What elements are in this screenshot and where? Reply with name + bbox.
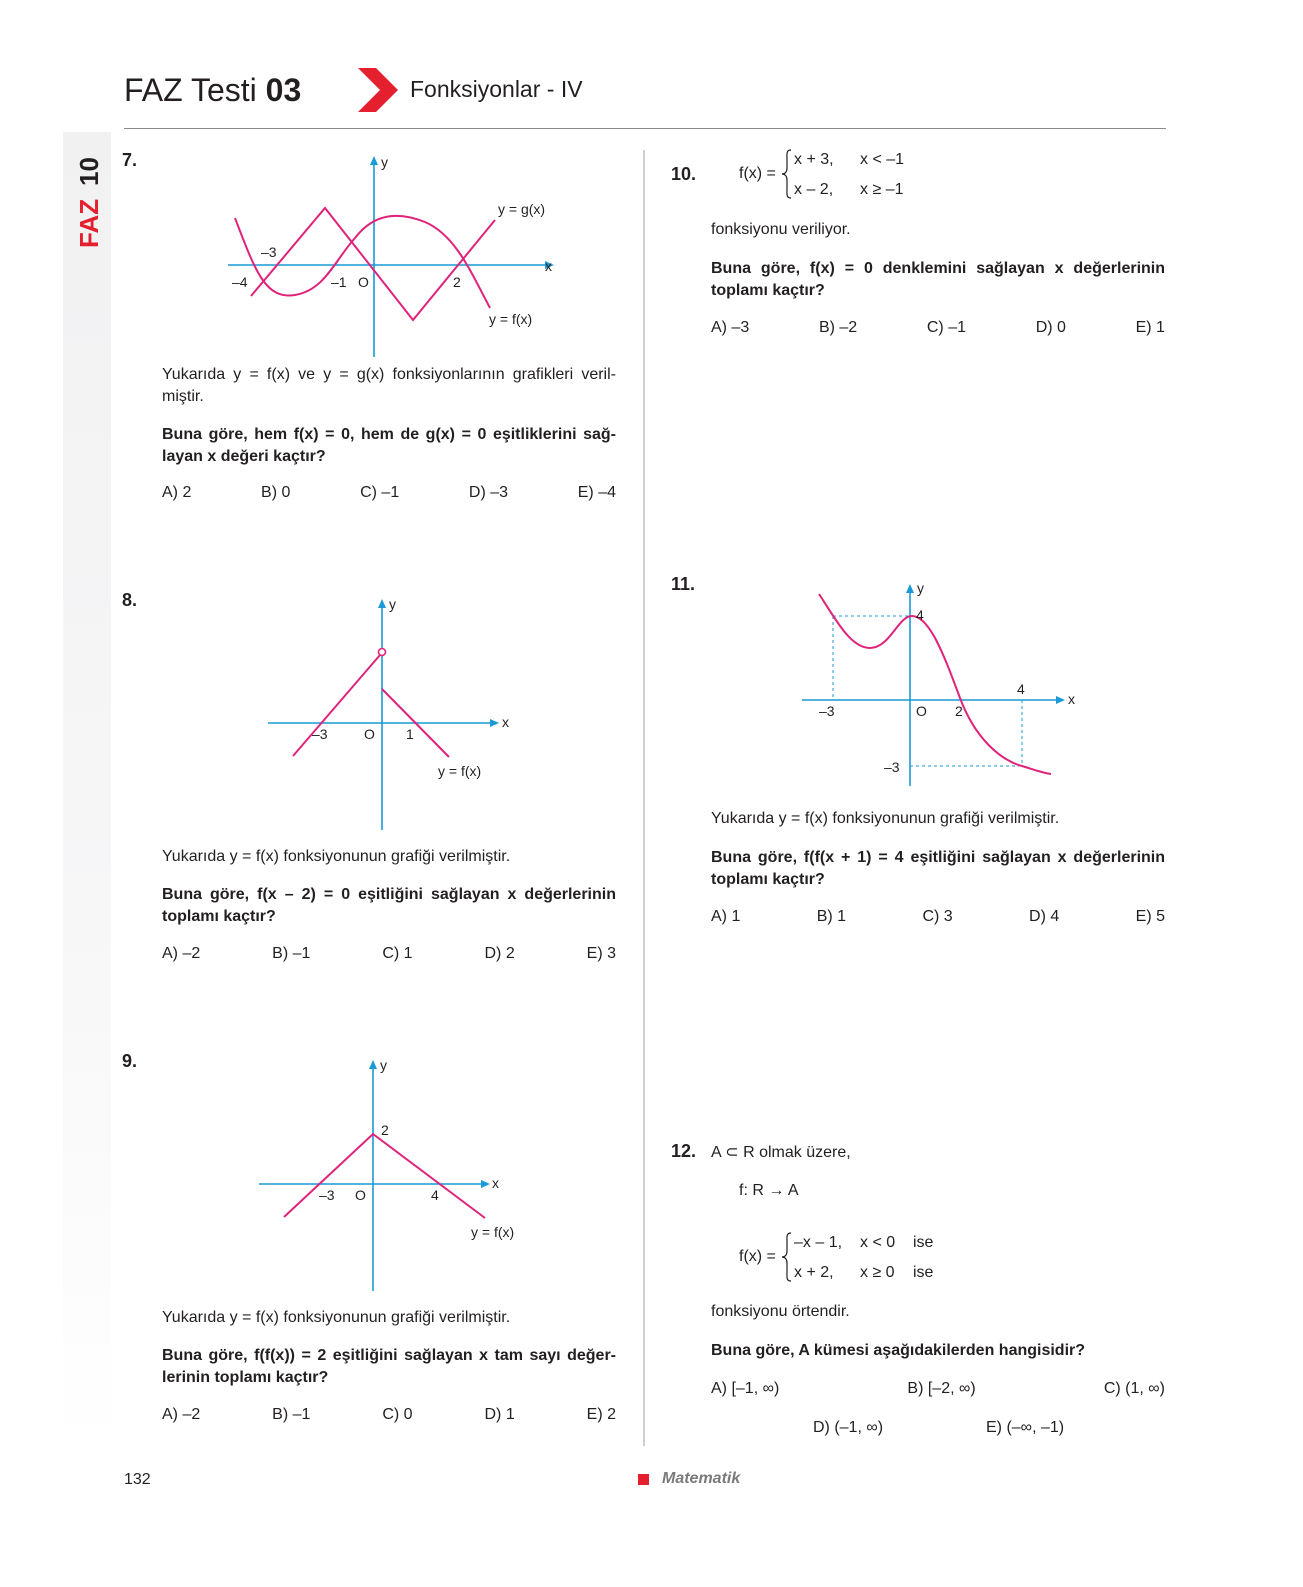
case-condition: x < –1	[860, 151, 905, 168]
origin-label: O	[916, 703, 927, 719]
question-text: Yukarıda y = f(x) fonksiyonunun grafiği verilmiştir.	[162, 1309, 511, 1326]
x-axis-label: x	[502, 714, 509, 730]
faz-logo-text: FAZ	[74, 198, 104, 248]
option-d[interactable]: D) 1	[484, 1406, 515, 1423]
title-prefix: FAZ Testi	[124, 72, 257, 108]
option-d[interactable]: D) 2	[484, 945, 515, 962]
f-curve	[235, 216, 490, 308]
faz-brand-mark	[70, 148, 104, 258]
tick-label: –3	[261, 244, 277, 260]
f-curve-label: y = f(x)	[489, 311, 533, 327]
question-text: fonksiyonu örtendir.	[711, 1303, 850, 1320]
case-expression: x + 3,	[794, 151, 834, 168]
section-subtitle: Fonksiyonlar - IV	[410, 76, 583, 102]
option-b[interactable]: B) –1	[272, 945, 311, 962]
y-axis-arrow-icon	[378, 599, 386, 608]
tick-label: 4	[431, 1187, 439, 1203]
x-axis-arrow-icon	[1056, 696, 1065, 704]
left-brace-icon	[781, 148, 793, 200]
tick-label: 2	[955, 703, 963, 719]
option-e[interactable]: E) 1	[1135, 319, 1165, 336]
tick-label: 2	[453, 274, 461, 290]
question-text: Yukarıda y = f(x) ve y = g(x) fonksiyonlarının grafikleri veril-miştir.	[162, 366, 616, 405]
question-prompt: Buna göre, f(f(x + 1) = 4 eşitliğini sağlayan x değerlerinin toplamı kaçtır?	[711, 849, 1165, 888]
option-b[interactable]: B) [–2, ∞)	[907, 1380, 976, 1397]
test-title	[124, 72, 301, 109]
question-text: Yukarıda y = f(x) fonksiyonunun grafiği verilmiştir.	[711, 810, 1060, 827]
open-point	[379, 649, 386, 656]
function-name: f(x) =	[739, 165, 776, 182]
option-c[interactable]: C) 3	[922, 908, 953, 925]
q9-graph	[255, 1053, 525, 1295]
option-a[interactable]: A) –3	[711, 319, 750, 336]
question-number: 10.	[671, 164, 697, 184]
page-number: 132	[124, 1471, 151, 1488]
answer-options	[162, 484, 616, 502]
y-axis-label: y	[381, 154, 388, 170]
option-d[interactable]: D) (–1, ∞)	[813, 1419, 884, 1436]
option-e[interactable]: E) –4	[577, 484, 616, 501]
question-prompt: Buna göre, f(x – 2) = 0 eşitliğini sağlayan x değerlerinin toplamı kaçtır?	[162, 886, 616, 925]
q11-graph	[800, 578, 1085, 790]
option-a[interactable]: A) [–1, ∞)	[711, 1380, 780, 1397]
tick-label: 4	[1017, 681, 1025, 697]
tick-label: 4	[916, 607, 924, 623]
option-e[interactable]: E) 2	[586, 1406, 616, 1423]
x-axis-label: x	[1068, 691, 1075, 707]
option-b[interactable]: B) 1	[816, 908, 847, 925]
option-c[interactable]: C) 0	[382, 1406, 413, 1423]
case-ise: ise	[913, 1234, 934, 1251]
y-axis-label: y	[380, 1057, 387, 1073]
answer-options-row1	[711, 1380, 1165, 1398]
tick-label: –4	[232, 274, 248, 290]
option-a[interactable]: A) –2	[162, 945, 201, 962]
left-brace-icon	[781, 1231, 793, 1283]
option-e[interactable]: E) 3	[586, 945, 616, 962]
g-curve-label: y = g(x)	[498, 201, 546, 217]
subject-label: Matematik	[662, 1470, 741, 1487]
case-condition: x < 0	[860, 1234, 896, 1251]
option-d[interactable]: D) –3	[468, 484, 509, 501]
subject-marker-icon	[638, 1474, 649, 1485]
question-prompt: Buna göre, f(f(x)) = 2 eşitliğini sağlayan x tam sayı değer-lerinin toplamı kaçtır?	[162, 1347, 616, 1386]
origin-label: O	[364, 726, 375, 742]
tick-label: –3	[319, 1187, 335, 1203]
case-condition: x ≥ –1	[860, 181, 904, 198]
case-expression: x + 2,	[794, 1264, 834, 1281]
y-axis-arrow-icon	[369, 1060, 377, 1069]
f-curve-label: y = f(x)	[471, 1224, 515, 1240]
option-b[interactable]: B) 0	[261, 484, 291, 501]
case-ise: ise	[913, 1264, 934, 1281]
answer-options	[711, 319, 1165, 337]
faz-number: 10	[74, 157, 104, 186]
option-e[interactable]: E) 5	[1135, 908, 1165, 925]
title-number: 03	[265, 72, 302, 108]
answer-options	[711, 908, 1165, 926]
function-name: f(x) =	[739, 1248, 776, 1265]
option-c[interactable]: C) –1	[360, 484, 400, 501]
case-expression: x – 2,	[794, 181, 834, 198]
origin-label: O	[355, 1187, 366, 1203]
tick-label: 2	[381, 1122, 389, 1138]
question-prompt: Buna göre, hem f(x) = 0, hem de g(x) = 0 eşitliklerini sağ-layan x değeri kaçtır?	[162, 426, 616, 465]
f-curve	[284, 1134, 485, 1218]
option-d[interactable]: D) 4	[1029, 908, 1060, 925]
y-axis-label: y	[917, 580, 924, 596]
question-number: 9.	[122, 1051, 138, 1071]
case-expression: –x – 1,	[794, 1234, 843, 1251]
g-curve	[251, 208, 495, 320]
question-text: fonksiyonu veriliyor.	[711, 221, 851, 238]
tick-label: –3	[884, 759, 900, 775]
option-e[interactable]: E) (–∞, –1)	[986, 1419, 1065, 1436]
q7-graph	[215, 150, 560, 360]
option-c[interactable]: C) –1	[926, 319, 966, 336]
question-number: 8.	[122, 590, 138, 610]
option-a[interactable]: A) 2	[162, 484, 192, 501]
column-divider	[643, 150, 645, 1446]
question-number: 11.	[671, 574, 696, 594]
option-a[interactable]: A) –2	[162, 1406, 201, 1423]
option-c[interactable]: C) 1	[382, 945, 413, 962]
header-divider	[124, 128, 1166, 129]
question-number: 12.	[671, 1141, 697, 1161]
case-condition: x ≥ 0	[860, 1264, 895, 1281]
question-text: Yukarıda y = f(x) fonksiyonunun grafiği verilmiştir.	[162, 848, 511, 865]
answer-options	[162, 1406, 616, 1424]
side-band	[63, 132, 111, 1452]
option-c[interactable]: C) (1, ∞)	[1103, 1380, 1165, 1397]
origin-label: O	[358, 274, 369, 290]
tick-label: 1	[406, 726, 414, 742]
x-axis-arrow-icon	[481, 1180, 490, 1188]
y-axis-label: y	[389, 596, 396, 612]
answer-options	[162, 945, 616, 963]
option-a[interactable]: A) 1	[711, 908, 741, 925]
chevron-right-icon	[358, 68, 400, 112]
question-prompt: Buna göre, f(x) = 0 denklemini sağlayan x değerlerinin toplamı kaçtır?	[711, 260, 1165, 299]
question-number: 7.	[122, 150, 138, 170]
question-prompt: Buna göre, A kümesi aşağıdakilerden hangisidir?	[711, 1342, 1086, 1359]
q8-graph	[262, 592, 522, 834]
x-axis-label: x	[545, 258, 552, 274]
question-intro: A ⊂ R olmak üzere,	[711, 1144, 851, 1161]
f-curve-label: y = f(x)	[438, 763, 482, 779]
option-b[interactable]: B) –1	[272, 1406, 311, 1423]
x-axis-arrow-icon	[490, 719, 499, 727]
option-b[interactable]: B) –2	[818, 319, 858, 336]
y-axis-arrow-icon	[906, 584, 914, 593]
option-d[interactable]: D) 0	[1035, 319, 1066, 336]
y-axis-arrow-icon	[370, 156, 378, 165]
tick-label: –3	[312, 726, 328, 742]
tick-label: –3	[819, 703, 835, 719]
x-axis-label: x	[492, 1175, 499, 1191]
function-mapping: f: R → A	[739, 1182, 799, 1199]
tick-label: –1	[331, 274, 347, 290]
